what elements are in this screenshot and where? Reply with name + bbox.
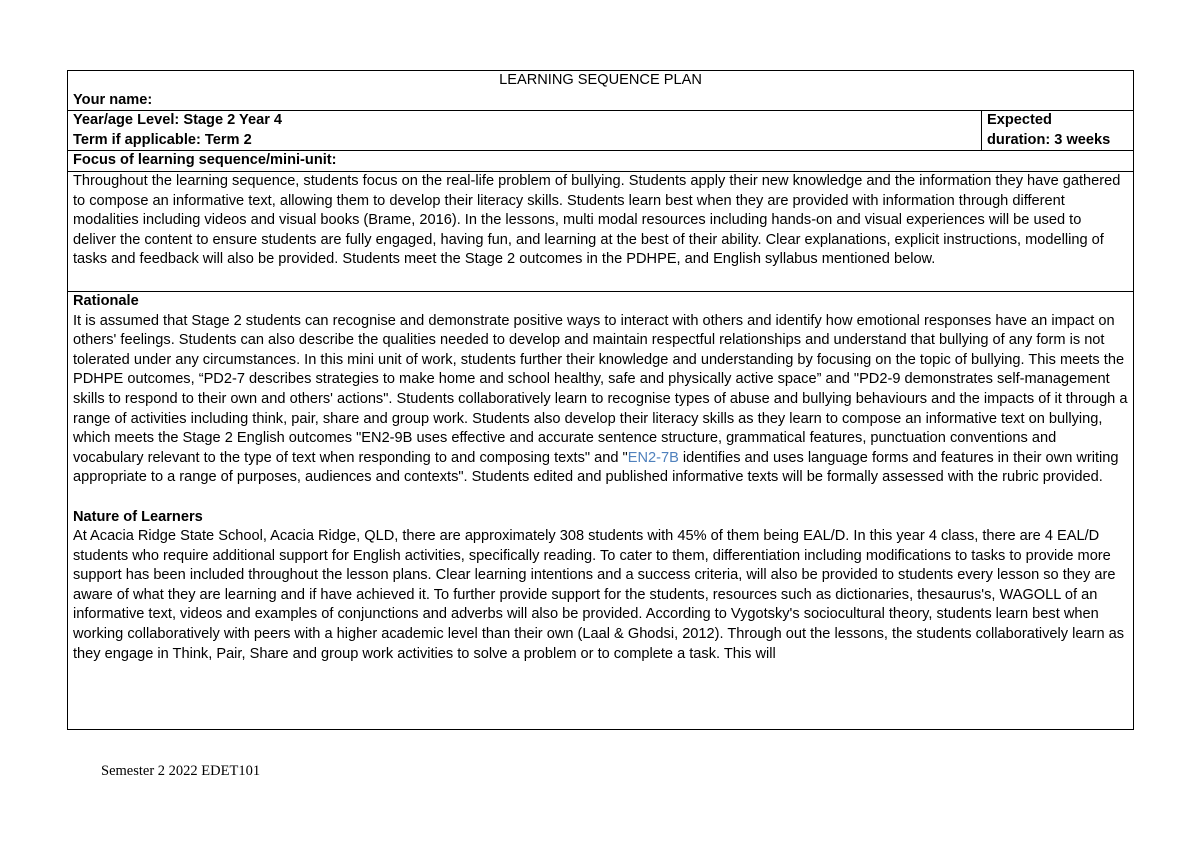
- learners-paragraph: At Acacia Ridge State School, Acacia Ridge, QLD, there are approximately 308 students with 45% of them being EAL/D. In this year 4 class, there are 4 EAL/D students who require additional support for English activities, specifically reading. To cater to them, differentiation including modifications to tasks to provide more support has been included throughout the lesson plans. Clear learning intentions and a success criteria, will also be provided to students every lesson so they are aware of what they are learning and if have achieved it. To further provide support for the students, resources such as dictionaries, thesaurus's, WAGOLL of an informative text, videos and examples of conjunctions and adverbs will also be provided. According to Vygotsky's sociocultural theory, students learn best when working collaboratively with peers with a higher academic level than their own (Laal & Ghodsi, 2012). Through out the lessons, the students collaboratively learn as they engage in Think, Pair, Share and group work activities to solve a problem or to complete a task. This will: [73, 528, 1125, 662]
- duration-cell: [982, 111, 1134, 151]
- duration-label-line2: duration: 3 weeks: [987, 131, 1111, 148]
- rationale-text-part1: It is assumed that Stage 2 students can recognise and demonstrate positive ways to interact with others and identify how emotional responses have an impact on others' feelings. Students can also describe the qualities needed to develop and maintain respectful relationships and understand that bullying of any form is not tolerated under any circumstances. In this mini unit of work, students further their knowledge and understanding by focusing on the topic of bullying. This meets the PDHPE outcomes, “PD2-7 describes strategies to make home and school healthy, safe and physically active space” and "PD2-9 demonstrates self-management skills to respond to their own and others' actions". Students collaboratively learn to recognise types of abuse and bullying behaviours and the impacts of it through a range of activities including think, pair, share and group work. Students also develop their literacy skills as they learn to compose an informative text on bullying, which meets the Stage 2 English outcomes "EN2-9B uses effective and accurate sentence structure, grammatical features, punctuation conventions and vocabulary relevant to the type of text when responding to and composing texts" and ": [73, 312, 1128, 466]
- level-term-cell: [68, 111, 982, 151]
- duration-label-line1: Expected: [987, 112, 1052, 129]
- rationale-content: [73, 292, 1128, 729]
- focus-heading-row: [68, 151, 1134, 172]
- page-title: LEARNING SEQUENCE PLAN: [499, 72, 702, 88]
- rationale-text-part2: identifies and uses language forms and features in their own writing appropriate to a range of purposes, audiences and contexts". Students edited and published informative texts will be formally assessed with the rubric provided.: [73, 449, 1119, 486]
- focus-body-cell: [68, 171, 1134, 291]
- footer-text: Semester 2 2022 EDET101: [101, 763, 261, 779]
- focus-heading: Focus of learning sequence/mini-unit:: [68, 151, 1134, 172]
- learning-sequence-table: [67, 70, 1134, 730]
- learners-heading: Nature of Learners: [73, 508, 203, 525]
- paragraph-gap: [73, 488, 1128, 508]
- title-row: [68, 71, 1134, 111]
- meta-row: [68, 111, 1134, 151]
- title-cell: [68, 71, 1134, 111]
- rationale-cell: [68, 291, 1134, 729]
- your-name-label: Your name:: [73, 91, 153, 108]
- outcome-code-en2-7b: EN2-7B: [627, 449, 679, 466]
- term-label: Term if applicable: Term 2: [73, 131, 252, 148]
- rationale-row: [68, 291, 1134, 729]
- year-level-label: Year/age Level: Stage 2 Year 4: [73, 112, 283, 129]
- focus-body-text: Throughout the learning sequence, students focus on the real-life problem of bullying. Students apply their new knowledge and the information they have gathered to compose an informative text, allowing them to develop their literacy skills. Students learn best when they are provided with information through different modalities including videos and visual books (Brame, 2016). In the lessons, multi modal resources including hands-on and visual experiences will be used to deliver the content to ensure students are fully engaged, having fun, and learning at the best of their ability. Clear explanations, explicit instructions, modelling of tasks and feedback will also be provided. Students meet the Stage 2 outcomes in the PDHPE, and English syllabus mentioned below.: [73, 172, 1121, 268]
- rationale-heading: Rationale: [73, 292, 139, 309]
- focus-body-row: [68, 171, 1134, 291]
- rationale-paragraph: [73, 312, 1128, 488]
